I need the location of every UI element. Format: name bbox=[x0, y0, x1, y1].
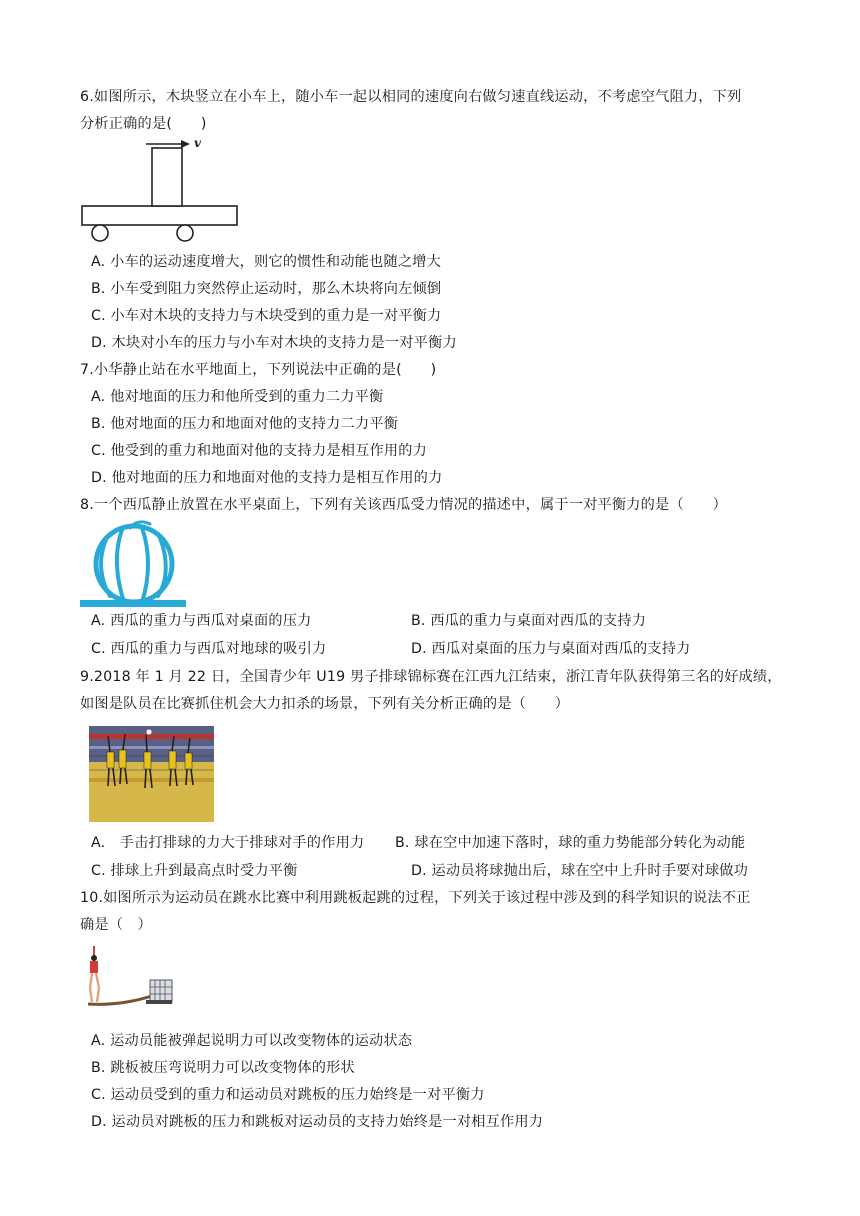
q8-stem: 8.一个西瓜静止放置在水平桌面上，下列有关该西瓜受力情况的描述中，属于一对平衡力的是（ ） bbox=[80, 497, 727, 513]
q9-option-b: B. 球在空中加速下落时，球的重力势能部分转化为动能 bbox=[395, 835, 746, 851]
velocity-label: v bbox=[194, 136, 201, 150]
cart-wheel-left bbox=[92, 225, 108, 241]
volleyball bbox=[146, 729, 152, 735]
q7-option-c: C. 他受到的重力和地面对他的支持力是相互作用的力 bbox=[91, 443, 428, 459]
q10-option-c: C. 运动员受到的重力和运动员对跳板的压力始终是一对平衡力 bbox=[91, 1087, 485, 1103]
q7-stem: 7.小华静止站在水平地面上，下列说法中正确的是( ) bbox=[80, 362, 437, 378]
q6-option-d: D. 木块对小车的压力与小车对木块的支持力是一对平衡力 bbox=[91, 335, 457, 351]
cart-body bbox=[82, 206, 237, 225]
q6-stem-line2: 分析正确的是( ) bbox=[80, 116, 207, 132]
table-surface bbox=[80, 600, 186, 607]
diver bbox=[90, 946, 99, 1002]
velocity-arrow-head bbox=[181, 140, 190, 148]
q8-watermelon-figure bbox=[80, 518, 188, 608]
q6-option-b: B. 小车受到阻力突然停止运动时，那么木块将向左倾倒 bbox=[91, 281, 442, 297]
q8-option-c: C. 西瓜的重力与西瓜对地球的吸引力 bbox=[91, 641, 327, 657]
q7-option-a: A. 他对地面的压力和他所受到的重力二力平衡 bbox=[91, 389, 384, 405]
q10-option-d: D. 运动员对跳板的压力和跳板对运动员的支持力始终是一对相互作用力 bbox=[91, 1114, 544, 1130]
q9-stem-line1: 9.2018 年 1 月 22 日，全国青少年 U19 男子排球锦标赛在江西九江结束，浙江青年队获得第三名的好成绩， bbox=[80, 669, 782, 685]
q9-stem-line2: 如图是队员在比赛抓住机会大力扣杀的场景，下列有关分析正确的是（ ） bbox=[80, 696, 570, 712]
q8-option-b: B. 西瓜的重力与桌面对西瓜的支持力 bbox=[411, 613, 647, 629]
q10-stem-line2: 确是（ ） bbox=[80, 917, 152, 933]
q6-cart-figure bbox=[80, 135, 242, 247]
q9-option-c: C. 排球上升到最高点时受力平衡 bbox=[91, 863, 298, 879]
q10-diving-board-figure bbox=[80, 944, 175, 1024]
q8-option-a: A. 西瓜的重力与西瓜对桌面的压力 bbox=[91, 613, 312, 629]
q7-option-b: B. 他对地面的压力和地面对他的支持力二力平衡 bbox=[91, 416, 399, 432]
q9-option-a: A. 手击打排球的力大于排球对手的作用力 bbox=[91, 835, 365, 851]
q9-option-d: D. 运动员将球抛出后，球在空中上升时手要对球做功 bbox=[411, 863, 749, 879]
q10-stem-line1: 10.如图所示为运动员在跳水比赛中利用跳板起跳的过程，下列关于该过程中涉及到的科学知识的说法不正 bbox=[80, 890, 751, 906]
wooden-block bbox=[152, 148, 182, 206]
q6-option-a: A. 小车的运动速度增大，则它的惯性和动能也随之增大 bbox=[91, 254, 441, 270]
q9-volleyball-photo bbox=[89, 726, 214, 822]
q6-stem-line1: 6.如图所示，木块竖立在小车上，随小车一起以相同的速度向右做匀速直线运动，不考虑空气阻力，下列 bbox=[80, 89, 742, 105]
q7-option-d: D. 他对地面的压力和地面对他的支持力是相互作用的力 bbox=[91, 470, 443, 486]
q8-option-d: D. 西瓜对桌面的压力与桌面对西瓜的支持力 bbox=[411, 641, 691, 657]
q10-option-a: A. 运动员能被弹起说明力可以改变物体的运动状态 bbox=[91, 1033, 413, 1049]
q10-option-b: B. 跳板被压弯说明力可以改变物体的形状 bbox=[91, 1060, 355, 1076]
cart-wheel-right bbox=[177, 225, 193, 241]
q6-option-c: C. 小车对木块的支持力与木块受到的重力是一对平衡力 bbox=[91, 308, 442, 324]
